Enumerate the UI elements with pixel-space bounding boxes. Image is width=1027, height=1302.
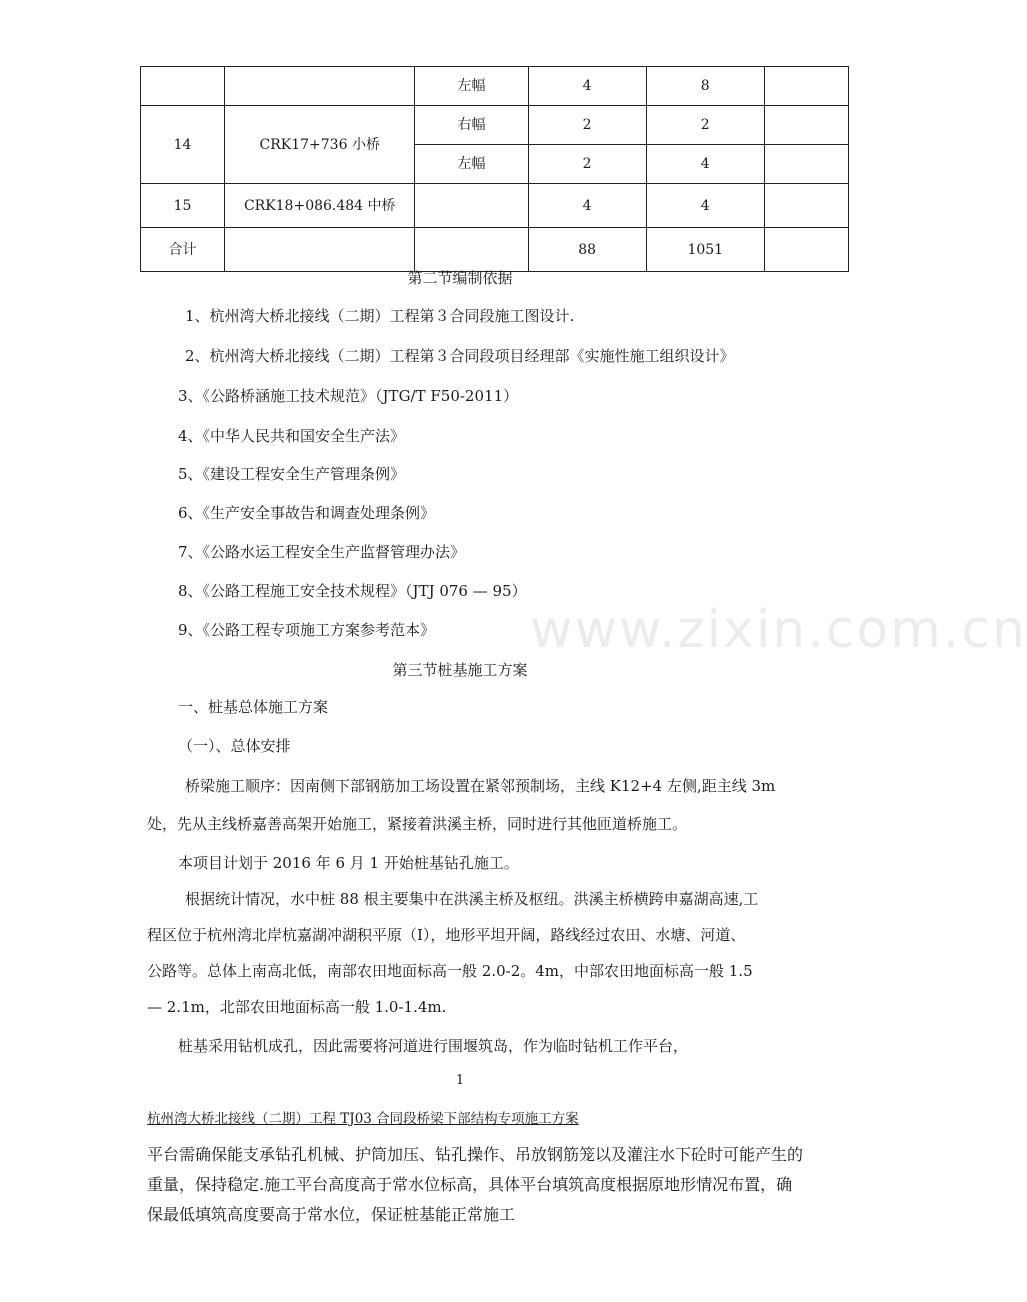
cell-count-a: 4 (528, 67, 646, 106)
reference-item: 9、《公路工程专项施工方案参考范本》 (178, 621, 436, 639)
paragraph-line: 根据统计情况，水中桩 88 根主要集中在洪溪主桥及枢纽。洪溪主桥横跨申嘉湖高速,工 (185, 890, 759, 908)
cell-total-label: 合计 (141, 228, 225, 272)
paragraph-line: 程区位于杭州湾北岸杭嘉湖冲湖积平原（Ⅰ），地形平坦开阔，路线经过农田、水塘、河道、 (147, 926, 746, 944)
cell-count-b: 8 (646, 67, 764, 106)
reference-item: 3、《公路桥涵施工技术规范》（JTG/T F50-2011） (178, 387, 519, 405)
cell-side: 右幅 (415, 106, 528, 145)
table-row (141, 106, 849, 145)
cell-count-b: 4 (646, 145, 764, 184)
cell-note (764, 67, 848, 106)
cell-name (225, 228, 415, 272)
paragraph-line: 平台需确保能支承钻孔机械、护筒加压、钻孔操作、吊放钢筋笼以及灌注水下砼时可能产生的 (147, 1145, 804, 1164)
cell-count-a: 2 (528, 145, 646, 184)
table-row (141, 184, 849, 228)
cell-count-a: 4 (528, 184, 646, 228)
cell-note (764, 106, 848, 145)
paragraph-line: 公路等。总体上南高北低，南部农田地面标高一般 2.0-2。4m，中部农田地面标高一般 1.5 (147, 962, 753, 980)
paragraph-line: 保最低填筑高度要高于常水位，保证桩基能正常施工 (147, 1205, 516, 1224)
reference-item: 8、《公路工程施工安全技术规程》（JTJ 076 — 95） (178, 582, 527, 600)
cell-side: 左幅 (415, 67, 528, 106)
cell-count-b: 2 (646, 106, 764, 145)
reference-item: 1、杭州湾大桥北接线（二期）工程第３合同段施工图设计. (185, 307, 575, 325)
table-row-total (141, 228, 849, 272)
reference-item: 5、《建设工程安全生产管理条例》 (178, 465, 406, 483)
pile-count-table (140, 66, 849, 272)
cell-name: CRK17+736 小桥 (225, 106, 415, 184)
cell-name (225, 67, 415, 106)
cell-no (141, 67, 225, 106)
reference-item: 4、《中华人民共和国安全生产法》 (178, 427, 406, 445)
cell-count-a: 2 (528, 106, 646, 145)
table-row (141, 67, 849, 106)
paragraph-line: 重量，保持稳定.施工平台高度高于常水位标高，具体平台填筑高度根据原地形情况布置，确 (147, 1175, 793, 1194)
watermark: www.zixin.com.cn (530, 600, 1027, 660)
section3-title: 第三节桩基施工方案 (392, 661, 528, 679)
cell-side (415, 228, 528, 272)
cell-note (764, 184, 848, 228)
cell-note (764, 228, 848, 272)
paragraph-line: 本项目计划于 2016 年 6 月 1 开始桩基钻孔施工。 (178, 854, 519, 872)
paragraph-line: 桩基采用钻机成孔，因此需要将河道进行围堰筑岛，作为临时钻机工作平台， (178, 1037, 689, 1055)
paragraph-line: 桥梁施工顺序：因南侧下部钢筋加工场设置在紧邻预制场，主线 K12+4 左侧,距主线 3m (185, 777, 776, 795)
page-number: 1 (455, 1073, 465, 1088)
page2-body (147, 1140, 859, 1230)
cell-side: 左幅 (415, 145, 528, 184)
cell-side (415, 184, 528, 228)
subheading: （一）、总体安排 (178, 737, 291, 755)
cell-total-b: 1051 (646, 228, 764, 272)
reference-item: 2、杭州湾大桥北接线（二期）工程第３合同段项目经理部《实施性施工组织设计》 (185, 347, 735, 365)
cell-count-b: 4 (646, 184, 764, 228)
cell-note (764, 145, 848, 184)
reference-item: 7、《公路水运工程安全生产监督管理办法》 (178, 543, 466, 561)
paragraph-line: — 2.1m，北部农田地面标高一般 1.0-1.4m. (147, 998, 447, 1016)
cell-no: 15 (141, 184, 225, 228)
cell-no: 14 (141, 106, 225, 184)
running-header: 杭州湾大桥北接线（二期）工程 TJ03 合同段桥梁下部结构专项施工方案 (147, 1111, 579, 1127)
cell-total-a: 88 (528, 228, 646, 272)
reference-item: 6、《生产安全事故告和调查处理条例》 (178, 504, 436, 522)
paragraph-line: 处，先从主线桥嘉善高架开始施工，紧接着洪溪主桥，同时进行其他匝道桥施工。 (147, 815, 688, 833)
section2-title: 第二节编制依据 (407, 269, 513, 287)
cell-name: CRK18+086.484 中桥 (225, 184, 415, 228)
subheading: 一、桩基总体施工方案 (178, 698, 329, 716)
